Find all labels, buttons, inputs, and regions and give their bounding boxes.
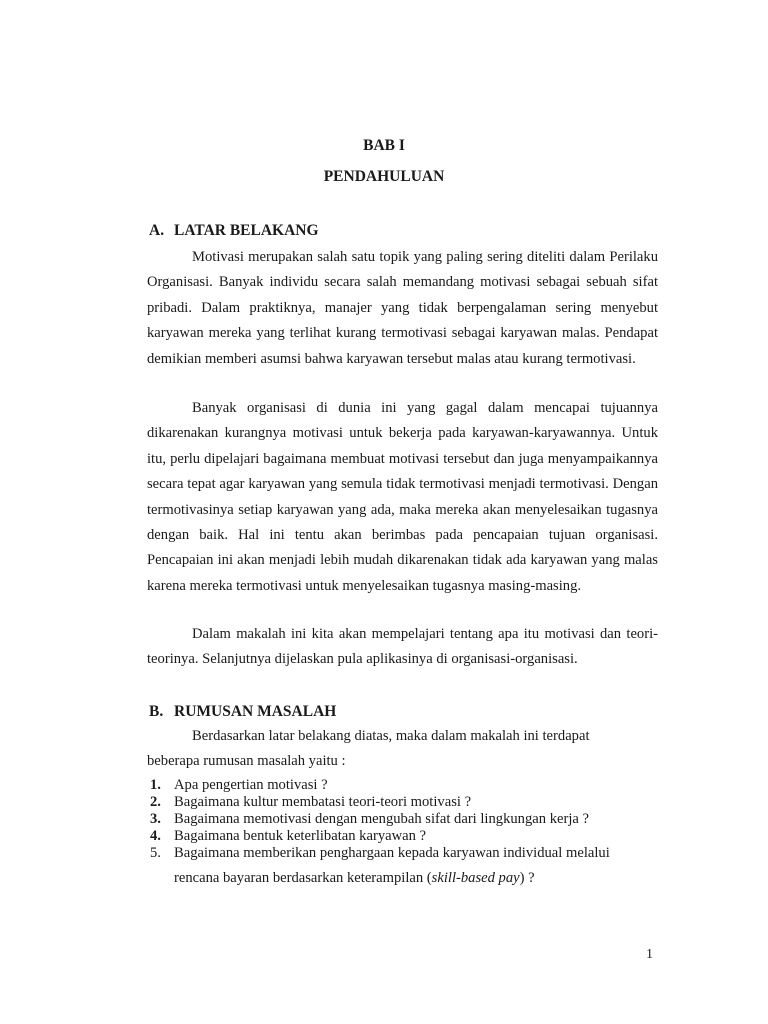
section-a-paragraph-3: Dalam makalah ini kita akan mempelajari tentang apa itu motivasi dan teori-teorinya. Selanjutnya dijelaskan pula aplikasinya di organisasi-organisasi.: [147, 626, 658, 668]
problem-list: [150, 777, 660, 887]
list-item-text: Apa pengertian motivasi ?: [174, 777, 328, 793]
section-a-paragraph-1: Motivasi merupakan salah satu topik yang paling sering diteliti dalam Perilaku Organisasi. Banyak individu secara salah memandang motivasi sebagai sebuah sifat pribadi. Dalam praktiknya, manajer yang tidak berpengalaman sering menyebut karyawan mereka yang terlihat kurang termotivasi sebagai karyawan malas. Pendapat demikian memberi asumsi bahwa karyawan tersebut malas atau kurang termotivasi.: [147, 249, 658, 367]
chapter-title: PENDAHULUAN: [323, 168, 445, 185]
page-number: 1: [646, 947, 653, 962]
list-item-text: Bagaimana memberikan penghargaan kepada karyawan individual melalui: [174, 845, 610, 861]
list-item-text: Bagaimana kultur membatasi teori-teori motivasi ?: [174, 794, 472, 810]
continuation-text-end: ) ?: [519, 870, 535, 886]
list-item-number: 4.: [150, 828, 161, 844]
section-a-paragraph-2: Banyak organisasi di dunia ini yang gagal dalam mencapai tujuannya dikarenakan kurangnya motivasi untuk bekerja pada karyawan-karyawannya. Untuk itu, perlu dipelajari bagaimana membuat motivasi tersebut dan juga menyampaikannya secara tepat agar karyawan yang semula tidak termotivasi menjadi termotivasi. Dengan termotivasinya setiap karyawan yang ada, maka mereka akan menyelesaikan tugasnya dengan baik. Hal ini tentu akan berimbas pada pencapaian tujuan organisasi. Pencapaian ini akan menjadi lebih mudah dikarenakan tidak ada karyawan yang malas karena mereka termotivasi untuk menyelesaikan tugasnya masing-masing.: [147, 400, 658, 594]
section-b-intro: Berdasarkan latar belakang diatas, maka dalam makalah ini terdapat beberapa rumusan masalah yaitu :: [147, 728, 590, 770]
list-item: [150, 777, 660, 794]
chapter-number: BAB I: [363, 137, 405, 154]
list-item-text: Bagaimana bentuk keterlibatan karyawan ?: [174, 828, 427, 844]
list-item-text: Bagaimana memotivasi dengan mengubah sifat dari lingkungan kerja ?: [174, 811, 589, 827]
list-item-number: 1.: [150, 777, 161, 793]
section-a-heading: [149, 222, 319, 240]
list-item: [150, 828, 660, 845]
section-b-title: RUMUSAN MASALAH: [174, 703, 337, 720]
section-a-title: LATAR BELAKANG: [174, 222, 319, 239]
section-a-letter: A.: [149, 222, 165, 239]
list-item: [150, 845, 660, 887]
section-b-letter: B.: [149, 703, 164, 720]
continuation-italic-term: skill-based pay: [431, 870, 520, 886]
list-item-number: 3.: [150, 811, 161, 827]
list-item: [150, 794, 660, 811]
list-item: [150, 811, 660, 828]
list-item-number: 5.: [150, 845, 161, 861]
section-b-heading: [149, 703, 336, 721]
continuation-text-start: rencana bayaran berdasarkan keterampilan (: [174, 870, 432, 886]
list-item-number: 2.: [150, 794, 161, 810]
list-item-continuation: [174, 870, 660, 887]
